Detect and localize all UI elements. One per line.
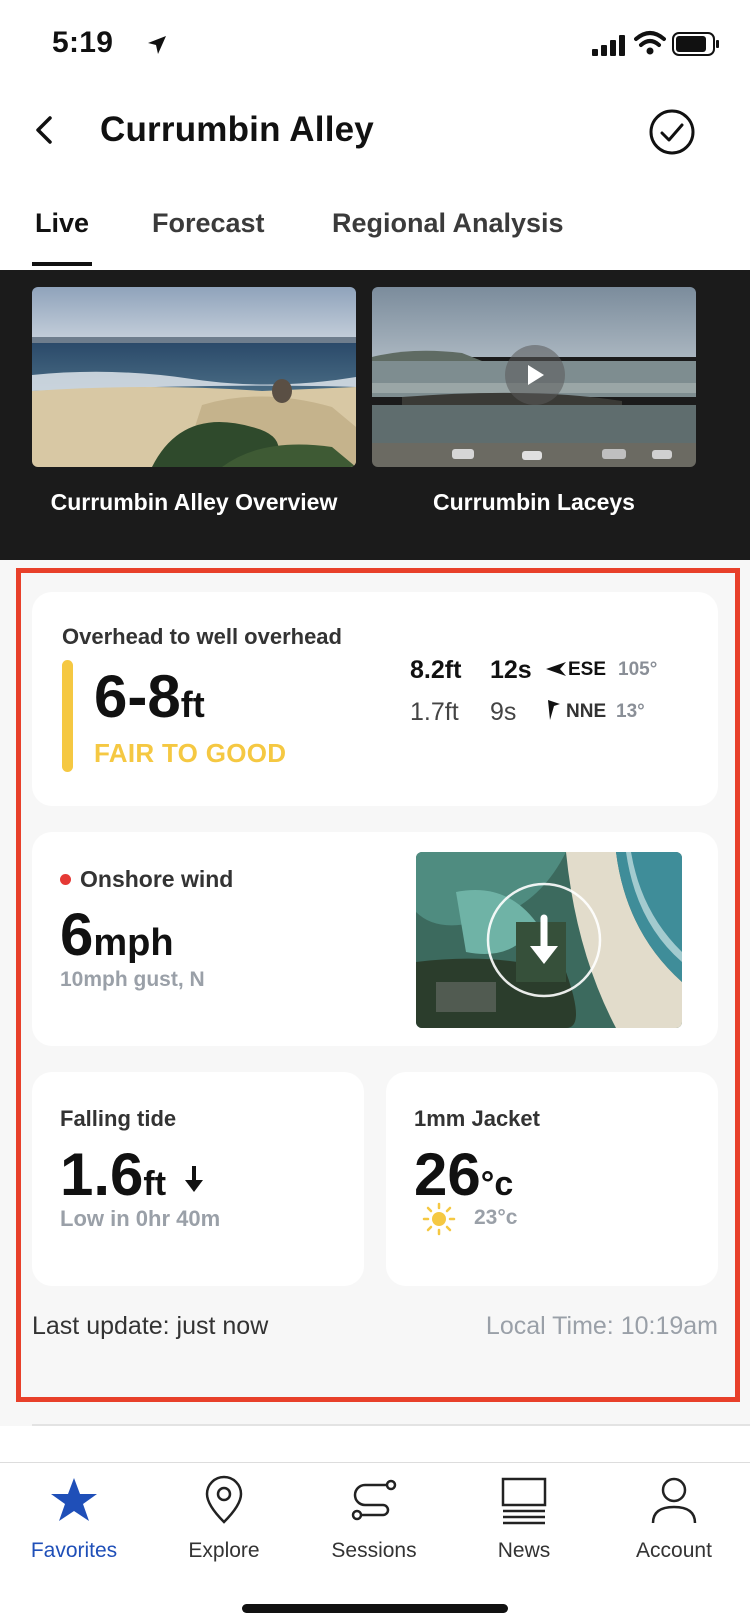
- surf-height: 6-8ft: [94, 663, 205, 730]
- nav-explore[interactable]: [154, 1475, 294, 1563]
- nav-label: Account: [636, 1539, 712, 1562]
- account-icon: [649, 1475, 699, 1525]
- spot-header: [0, 96, 750, 172]
- wind-status-dot: [60, 874, 71, 885]
- cam-label: Currumbin Alley Overview: [50, 489, 338, 515]
- wind-gust: 10mph gust, N: [60, 968, 205, 991]
- news-icon: [499, 1475, 549, 1525]
- swell-period: 12s: [490, 656, 532, 684]
- home-indicator: [242, 1604, 508, 1613]
- surf-rating: FAIR TO GOOD: [94, 738, 287, 768]
- nav-sessions[interactable]: [304, 1475, 444, 1563]
- surf-height-card[interactable]: [32, 592, 718, 806]
- last-update: Last update: just now: [32, 1312, 269, 1340]
- swell-height: 8.2ft: [410, 656, 462, 684]
- tide-next: Low in 0hr 40m: [60, 1206, 221, 1231]
- sun-icon: [422, 1202, 456, 1236]
- water-temp-card[interactable]: [386, 1072, 718, 1286]
- divider: [32, 1424, 750, 1426]
- bottom-nav: [0, 1462, 750, 1624]
- status-bar: [0, 0, 750, 90]
- map-pin-icon: [199, 1475, 249, 1525]
- tide-height: 1.6ft: [60, 1141, 167, 1208]
- play-icon: [526, 363, 546, 387]
- swell-degrees: 13°: [616, 701, 645, 722]
- location-arrow-icon: [146, 34, 168, 56]
- tide-title: Falling tide: [60, 1106, 177, 1131]
- wind-title: Onshore wind: [80, 866, 234, 892]
- local-time: Local Time: 10:19am: [485, 1312, 718, 1340]
- sessions-icon: [349, 1475, 399, 1525]
- surf-description: Overhead to well overhead: [62, 624, 342, 649]
- rating-bar: [62, 660, 73, 772]
- cam-thumbnail[interactable]: [372, 287, 696, 467]
- favorite-check-icon[interactable]: [648, 108, 696, 156]
- cam-overview[interactable]: [32, 287, 356, 516]
- star-icon: [49, 1475, 99, 1525]
- swell-period: 9s: [490, 698, 517, 726]
- tab-forecast[interactable]: Forecast: [152, 208, 265, 238]
- tide-card[interactable]: [32, 1072, 364, 1286]
- battery-icon: [672, 32, 720, 56]
- swell-direction-arrow-icon: [546, 700, 562, 720]
- nav-news[interactable]: [454, 1475, 594, 1563]
- nav-label: Explore: [188, 1539, 260, 1562]
- tab-live[interactable]: Live: [35, 208, 90, 238]
- nav-label: Sessions: [331, 1539, 417, 1562]
- cellular-signal-icon: [592, 34, 628, 56]
- water-temp: 26°c: [414, 1141, 514, 1208]
- cam-label: Currumbin Laceys: [433, 489, 635, 515]
- wind-card[interactable]: [32, 832, 718, 1046]
- wind-map[interactable]: [416, 852, 682, 1028]
- tab-bar: [0, 200, 750, 270]
- nav-account[interactable]: [604, 1475, 744, 1563]
- wind-speed: 6mph: [60, 901, 174, 968]
- swell-direction: NNE: [566, 701, 607, 722]
- nav-favorites[interactable]: [4, 1475, 144, 1563]
- cam-thumbnail[interactable]: [32, 287, 356, 467]
- arrow-down-icon: [182, 1164, 206, 1194]
- wetsuit-title: 1mm Jacket: [414, 1106, 540, 1131]
- back-chevron-icon[interactable]: [30, 110, 60, 150]
- status-time: 5:19: [52, 26, 114, 59]
- nav-label: Favorites: [30, 1539, 118, 1562]
- wind-direction-arrow-icon: [484, 880, 604, 1000]
- swell-degrees: 105°: [618, 659, 658, 680]
- page-title: Currumbin Alley: [100, 110, 374, 149]
- nav-label: News: [497, 1539, 551, 1562]
- play-button[interactable]: [505, 345, 565, 405]
- cam-laceys[interactable]: [372, 287, 696, 516]
- tab-regional-analysis[interactable]: Regional Analysis: [332, 208, 564, 238]
- swell-height: 1.7ft: [410, 698, 459, 726]
- cam-strip: [0, 270, 750, 560]
- wifi-icon: [634, 30, 666, 56]
- conditions-panel: [0, 560, 750, 1426]
- swell-direction-arrow-icon: [546, 662, 566, 676]
- swell-direction: ESE: [568, 659, 607, 680]
- air-temp: 23°c: [474, 1206, 518, 1229]
- active-tab-indicator: [32, 262, 92, 266]
- beach-cam-image: [32, 287, 356, 467]
